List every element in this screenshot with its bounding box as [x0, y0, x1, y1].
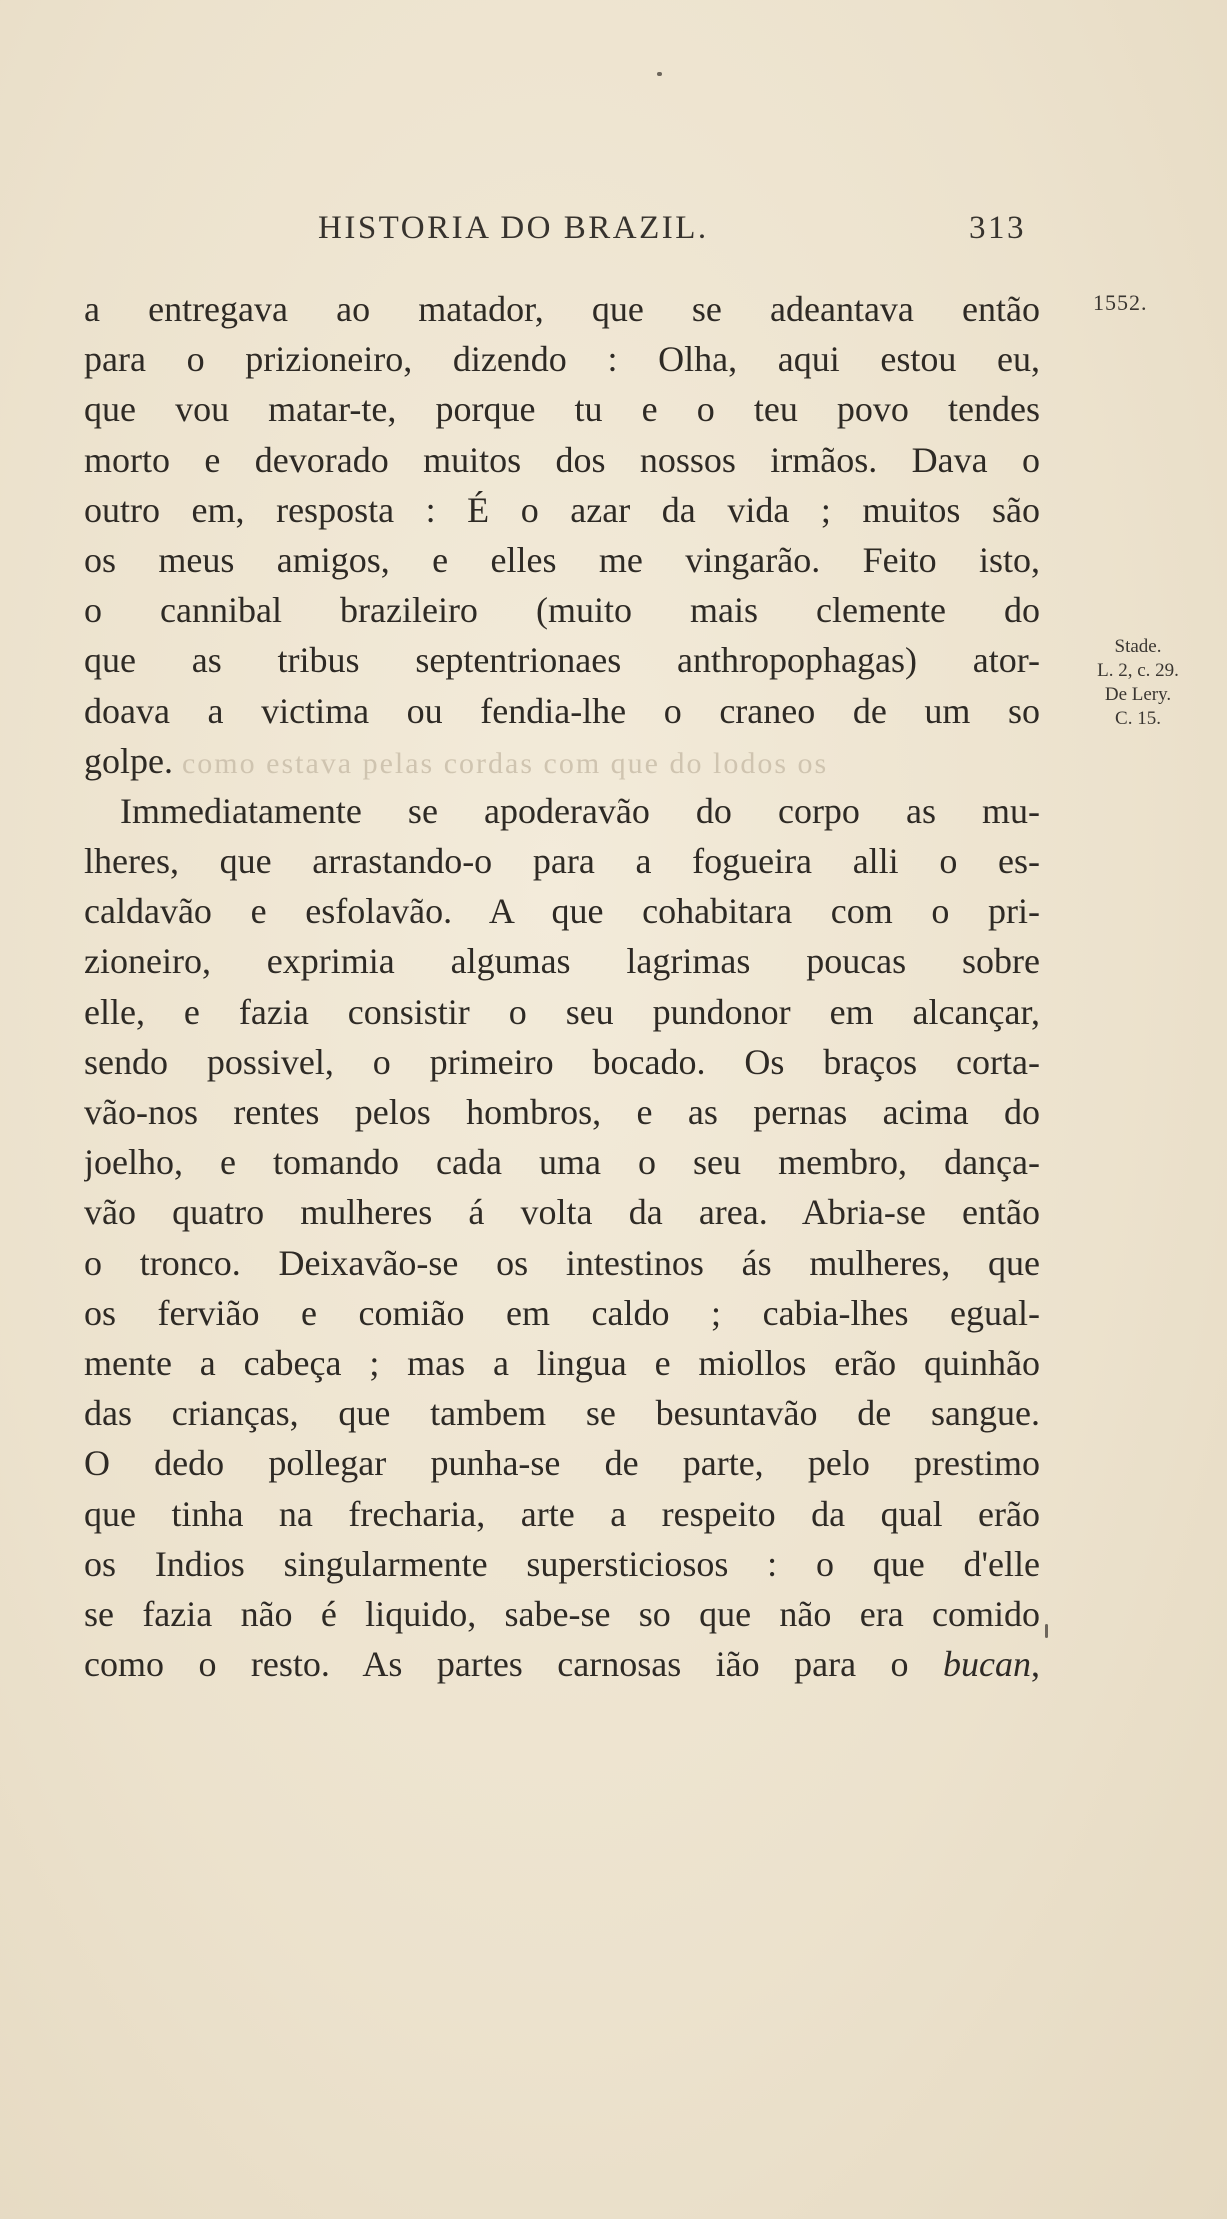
margin-ref-line: Stade. [1114, 636, 1162, 657]
text-line: como o resto. As partes carnosas ião para o bucan, [84, 1644, 1040, 1685]
running-header [318, 210, 1026, 260]
header-title: HISTORIA DO BRAZIL. [318, 210, 709, 246]
page-number: 313 [969, 210, 1026, 246]
text-line: golpe. [84, 740, 173, 781]
text-line: os Indios singularmente supersticiosos : o que d'elle [84, 1543, 1040, 1584]
text-line: mente a cabeça ; mas a lingua e miollos erão quinhão [84, 1342, 1040, 1383]
text-line: elle, e fazia consistir o seu pundonor em alcançar, [84, 991, 1040, 1032]
text-line: sendo possivel, o primeiro bocado. Os braços corta- [84, 1041, 1040, 1082]
text-line: que as tribus septentrionaes anthropophagas) ator- [84, 640, 1040, 681]
margin-ref-line: De Lery. [1104, 684, 1172, 705]
text-line: morto e devorado muitos dos nossos irmãos. Dava o [84, 439, 1040, 480]
text-line: zioneiro, exprimia algumas lagrimas poucas sobre [84, 941, 1040, 982]
text-line: o cannibal brazileiro (muito mais clemente do [84, 590, 1040, 631]
margin-ref-line: C. 15. [1115, 708, 1161, 729]
italic-word: bucan [943, 1644, 1031, 1685]
paragraph-start-line: Immediatamente se apoderavão do corpo as mu- [120, 790, 1040, 831]
text-line: vão-nos rentes pelos hombros, e as pernas acima do [84, 1092, 1040, 1132]
text-line: outro em, resposta : É o azar da vida ; muitos são [84, 489, 1040, 530]
ink-speck [657, 72, 662, 76]
margin-year: 1552. [1093, 290, 1148, 315]
text-line: vão quatro mulheres á volta da area. Abria-se então [84, 1192, 1040, 1233]
text-line: para o prizioneiro, dizendo : Olha, aqui estou eu, [84, 339, 1040, 380]
ink-speck [1045, 1624, 1048, 1638]
paragraph-end-line [84, 736, 1040, 786]
text-line: lheres, que arrastando-o para a fogueira alli o es- [84, 841, 1040, 882]
margin-source-reference [1080, 635, 1196, 731]
text-line: os meus amigos, e elles me vingarão. Feito isto, [84, 539, 1040, 580]
text-line: joelho, e tomando cada uma o seu membro, dança- [84, 1142, 1040, 1183]
text-line: a entregava ao matador, que se adeantava então [84, 289, 1040, 329]
body-text [84, 284, 1040, 1689]
text-line: doava a victima ou fendia-lhe o craneo de um so [84, 690, 1040, 731]
text-line: que vou matar-te, porque tu e o teu povo tendes [84, 389, 1040, 430]
text-line: que tinha na frecharia, arte a respeito da qual erão [84, 1493, 1040, 1534]
text-line: se fazia não é liquido, sabe-se so que não era comido [84, 1593, 1040, 1634]
text-line: os fervião e comião em caldo ; cabia-lhes egual- [84, 1292, 1040, 1333]
show-through-text: como estava pelas cordas com que do lodos os [181, 746, 829, 780]
margin-ref-line: L. 2, c. 29. [1097, 660, 1179, 681]
text-line: o tronco. Deixavão-se os intestinos ás mulheres, que [84, 1242, 1040, 1283]
text-line: das crianças, que tambem se besuntavão de sangue. [84, 1393, 1040, 1434]
text-line: O dedo pollegar punha-se de parte, pelo prestimo [84, 1443, 1040, 1484]
text-line: caldavão e esfolavão. A que cohabitara com o pri- [84, 891, 1040, 932]
